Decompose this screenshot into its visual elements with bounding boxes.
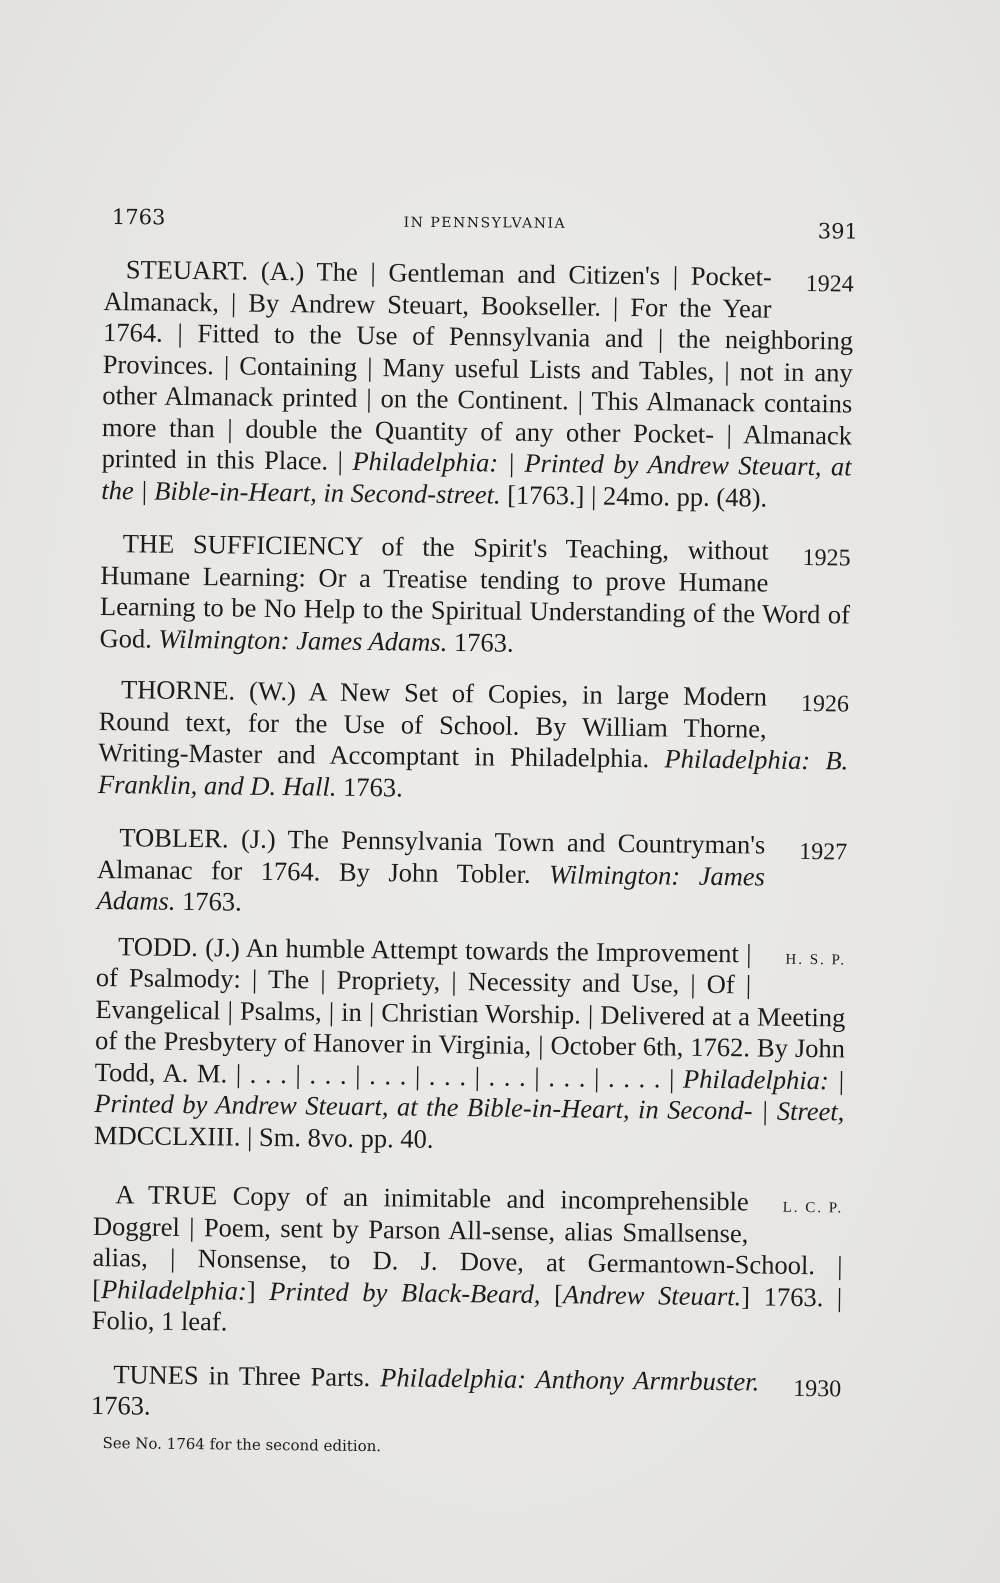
entry-text: ] 1763. | Folio, 1 leaf. bbox=[91, 1280, 843, 1337]
header-year: 1763 bbox=[111, 205, 166, 230]
entry-imprint-italic: Philadelphia: bbox=[100, 1273, 247, 1306]
entry-text: TOBLER. (J.) The Pennsylvania Town and Countryman's Almanac for 1764. By John Tobler. bbox=[96, 822, 766, 889]
header-title: IN PENNSYLVANIA bbox=[403, 214, 567, 232]
entry-text: 1763. bbox=[447, 626, 514, 658]
entry-imprint-italic: Wilmington: James Adams. bbox=[158, 623, 448, 657]
running-header bbox=[112, 205, 858, 250]
entry-text: MDCCLXIII. | Sm. 8vo. pp. 40. bbox=[93, 1119, 434, 1154]
entry-text: A TRUE Copy of an inimitable and incomprehensible Doggrel | Poem, sent by Parson All-sense, alias Smallsense, alias, | Nonsense, to D. J. Dove, at Germantown-School. | [ bbox=[92, 1179, 843, 1304]
entry-tobler bbox=[96, 822, 847, 925]
entry-text: 1763. bbox=[336, 771, 403, 802]
entry-imprint-italic: Andrew Steuart. bbox=[562, 1278, 742, 1311]
entry-true-copy bbox=[92, 1179, 844, 1345]
library-code: H. S. P. bbox=[785, 951, 847, 968]
entry-tunes bbox=[91, 1358, 842, 1430]
entry-number: 1924 bbox=[805, 270, 854, 298]
entry-text: THE SUFFICIENCY of the Spirit's Teaching, without Humane Learning: Or a Treatise tending to prove Humane Learning to be No Help to the Spiritual Understanding of the Word of God. bbox=[99, 528, 851, 654]
entry-imprint-italic: Philadelphia: B. Franklin, and D. Hall. bbox=[97, 743, 849, 802]
entry-imprint-italic: Philadelphia: | Printed by Andrew Steuart, at the | Bible-in-Heart, in Second-street. bbox=[101, 445, 852, 510]
entry-text: STEUART. (A.) The | Gentleman and Citizen's | Pocket-Almanack, | By Andrew Steuart, Bookseller. | For the Year 1764. | Fitted to the Use of Pennsylvania and | the neighboring Provinces. | Containing | Many useful Lists and Tables, | not in any other Almanack printed | on the Continent. | This Almanack contains more than | double the Quantity of any other Pocket- | Almanack printed in this Place. | bbox=[101, 254, 854, 476]
entry-imprint-italic: Philadelphia: Anthony Armrbuster. bbox=[380, 1361, 760, 1397]
entry-number: 1925 bbox=[802, 544, 851, 572]
entry-text: TUNES in Three Parts. bbox=[113, 1358, 381, 1392]
entry-imprint-italic: Wilmington: James Adams. bbox=[96, 858, 766, 916]
bibliography-entries bbox=[90, 254, 854, 1462]
entry-text: ] bbox=[246, 1275, 270, 1306]
entry-text: 1763. bbox=[175, 885, 242, 917]
entry-thorne bbox=[98, 674, 849, 809]
entry-number: 1930 bbox=[793, 1375, 842, 1402]
entry-text: [ bbox=[540, 1278, 564, 1309]
footnote: See No. 1764 for the second edition. bbox=[102, 1433, 382, 1455]
library-code: L. C. P. bbox=[782, 1199, 844, 1217]
entry-sufficiency bbox=[99, 528, 850, 663]
entry-text: THORNE. (W.) A New Set of Copies, in large Modern Round text, for the Use of School. By William Thorne, Writing-Master and Accomptant in Philadelphia. bbox=[98, 674, 768, 774]
entry-imprint-italic: Philadelphia: | Printed by Andrew Steuart, at the Bible-in-Heart, in Second- | Street, bbox=[94, 1063, 845, 1127]
entry-number: 1927 bbox=[799, 838, 848, 866]
entry-number: 1926 bbox=[800, 690, 850, 718]
entry-text: 1763. bbox=[90, 1389, 151, 1421]
entry-text: [1763.] | 24mo. pp. (48). bbox=[500, 479, 768, 513]
entry-todd bbox=[94, 930, 846, 1159]
entry-steuart bbox=[101, 254, 854, 514]
entry-imprint-italic: Printed by Black-Beard, bbox=[269, 1275, 541, 1309]
entry-text: TODD. (J.) An humble Attempt towards the Improvement | of Psalmody: | The | Propriety, | Necessity and Use, | Of | Evangelical | Psalms, | in | Christian Worship. | Delivered at a Meeting of the Presbytery of Hanover in Virginia, | October 6th, 1762. By John Todd, A. M. | . . . | . . . | . . . | . . . | . . . | . . . | . . . . | bbox=[94, 930, 846, 1094]
page-number: 391 bbox=[817, 219, 858, 244]
